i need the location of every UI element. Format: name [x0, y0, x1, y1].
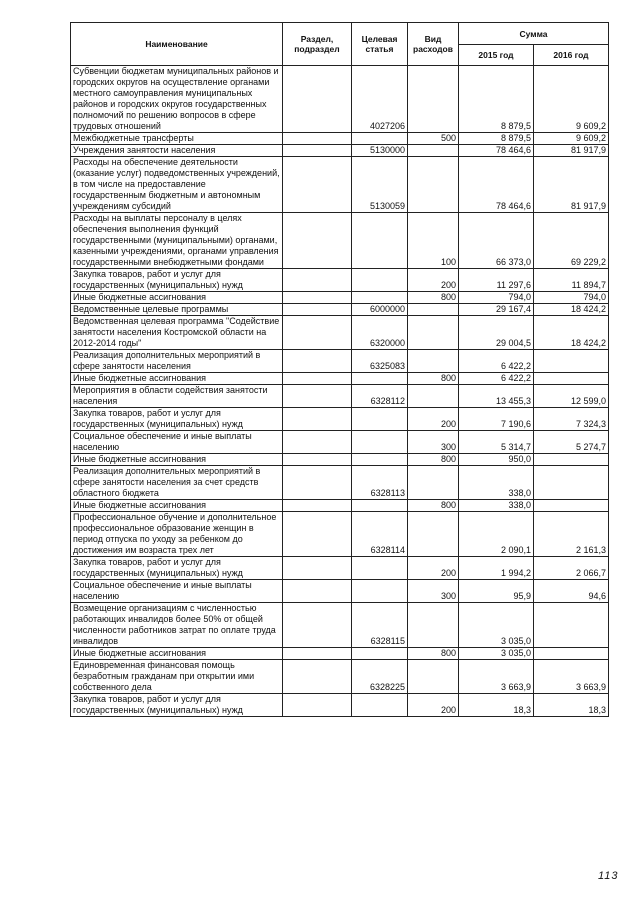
row-name: Иные бюджетные ассигнования: [71, 454, 283, 466]
row-expense-type: [408, 350, 459, 373]
row-target: [352, 454, 408, 466]
table-body: [71, 66, 609, 717]
table-row: [71, 431, 609, 454]
row-name: Возмещение организациям с численностью работающих инвалидов более 50% от общей численности работников затрат по оплате труда инвалидов: [71, 603, 283, 648]
row-section: [283, 157, 352, 213]
row-sum-2016: 18 424,2: [534, 304, 609, 316]
row-section: [283, 580, 352, 603]
row-sum-2016: 794,0: [534, 292, 609, 304]
table-row: [71, 500, 609, 512]
row-section: [283, 145, 352, 157]
table-row: [71, 660, 609, 694]
header-expense-type: Вид расходов: [408, 23, 459, 66]
row-target: [352, 292, 408, 304]
row-sum-2015: 6 422,2: [459, 373, 534, 385]
row-section: [283, 466, 352, 500]
row-name: Социальное обеспечение и иные выплаты населению: [71, 580, 283, 603]
row-sum-2016: 7 324,3: [534, 408, 609, 431]
row-section: [283, 133, 352, 145]
row-sum-2016: [534, 500, 609, 512]
row-name: Закупка товаров, работ и услуг для государственных (муниципальных) нужд: [71, 557, 283, 580]
row-sum-2015: 29 004,5: [459, 316, 534, 350]
row-sum-2015: 3 035,0: [459, 648, 534, 660]
row-sum-2016: 69 229,2: [534, 213, 609, 269]
row-name: Мероприятия в области содействия занятости населения: [71, 385, 283, 408]
header-sum: Сумма: [459, 23, 609, 45]
table-row: [71, 557, 609, 580]
row-expense-type: 800: [408, 648, 459, 660]
row-section: [283, 557, 352, 580]
row-sum-2016: 5 274,7: [534, 431, 609, 454]
row-sum-2015: 78 464,6: [459, 157, 534, 213]
row-section: [283, 66, 352, 133]
row-target: 6328225: [352, 660, 408, 694]
row-sum-2015: 950,0: [459, 454, 534, 466]
row-sum-2016: 94,6: [534, 580, 609, 603]
row-sum-2016: [534, 466, 609, 500]
row-name: Иные бюджетные ассигнования: [71, 648, 283, 660]
row-section: [283, 431, 352, 454]
table-row: [71, 694, 609, 717]
row-name: Реализация дополнительных мероприятий в сфере занятости населения за счет средств областного бюджета: [71, 466, 283, 500]
row-name: Реализация дополнительных мероприятий в сфере занятости населения: [71, 350, 283, 373]
row-expense-type: 500: [408, 133, 459, 145]
row-sum-2015: 338,0: [459, 500, 534, 512]
row-name: Иные бюджетные ассигнования: [71, 292, 283, 304]
row-sum-2015: 78 464,6: [459, 145, 534, 157]
row-sum-2015: 3 663,9: [459, 660, 534, 694]
header-section: Раздел, подраздел: [283, 23, 352, 66]
row-name: Расходы на выплаты персоналу в целях обеспечения выполнения функций государственными (муниципальными) органами, казенными учреждениями, органами управления государственными внебюджетными фондами: [71, 213, 283, 269]
table-row: [71, 213, 609, 269]
row-target: [352, 373, 408, 385]
row-sum-2016: [534, 454, 609, 466]
row-section: [283, 213, 352, 269]
table-row: [71, 66, 609, 133]
row-expense-type: 800: [408, 373, 459, 385]
header-year-2015: 2015 год: [459, 45, 534, 66]
row-sum-2016: [534, 648, 609, 660]
row-name: Ведомственная целевая программа "Содействие занятости населения Костромской области на 2012-2014 годы": [71, 316, 283, 350]
row-sum-2015: 2 090,1: [459, 512, 534, 557]
table-row: [71, 603, 609, 648]
row-name: Иные бюджетные ассигнования: [71, 373, 283, 385]
row-target: 6320000: [352, 316, 408, 350]
table-row: [71, 133, 609, 145]
row-target: [352, 580, 408, 603]
row-expense-type: [408, 660, 459, 694]
row-expense-type: 200: [408, 557, 459, 580]
row-section: [283, 292, 352, 304]
row-name: Социальное обеспечение и иные выплаты населению: [71, 431, 283, 454]
row-expense-type: [408, 145, 459, 157]
row-target: [352, 408, 408, 431]
row-sum-2015: 13 455,3: [459, 385, 534, 408]
row-name: Закупка товаров, работ и услуг для государственных (муниципальных) нужд: [71, 694, 283, 717]
row-target: [352, 269, 408, 292]
table-row: [71, 408, 609, 431]
row-expense-type: 200: [408, 694, 459, 717]
row-section: [283, 304, 352, 316]
table-row: [71, 304, 609, 316]
row-target: [352, 133, 408, 145]
header-name: Наименование: [71, 23, 283, 66]
row-target: 6328112: [352, 385, 408, 408]
table-row: [71, 580, 609, 603]
table-row: [71, 385, 609, 408]
row-expense-type: [408, 603, 459, 648]
row-name: Субвенции бюджетам муниципальных районов и городских округов на осуществление органами местного самоуправления муниципальных районов и городских округов государственных полномочий по решению вопросов в сфере трудовых отношений: [71, 66, 283, 133]
row-target: [352, 648, 408, 660]
row-sum-2015: 18,3: [459, 694, 534, 717]
table-row: [71, 157, 609, 213]
row-expense-type: 200: [408, 269, 459, 292]
row-name: Ведомственные целевые программы: [71, 304, 283, 316]
row-expense-type: [408, 512, 459, 557]
row-sum-2015: 8 879,5: [459, 66, 534, 133]
header-year-2016: 2016 год: [534, 45, 609, 66]
row-section: [283, 512, 352, 557]
row-sum-2016: 9 609,2: [534, 133, 609, 145]
row-target: 6328115: [352, 603, 408, 648]
row-sum-2015: 29 167,4: [459, 304, 534, 316]
table-row: [71, 269, 609, 292]
row-name: Расходы на обеспечение деятельности (оказание услуг) подведомственных учреждений, в том числе на предоставление государственным бюджетным и автономным учреждениям субсидий: [71, 157, 283, 213]
row-section: [283, 373, 352, 385]
row-expense-type: [408, 466, 459, 500]
row-sum-2015: 1 994,2: [459, 557, 534, 580]
row-section: [283, 350, 352, 373]
row-expense-type: [408, 385, 459, 408]
row-target: 5130000: [352, 145, 408, 157]
row-name: Закупка товаров, работ и услуг для государственных (муниципальных) нужд: [71, 408, 283, 431]
row-sum-2016: 3 663,9: [534, 660, 609, 694]
row-expense-type: [408, 157, 459, 213]
row-expense-type: 800: [408, 500, 459, 512]
row-section: [283, 660, 352, 694]
row-name: Учреждения занятости населения: [71, 145, 283, 157]
row-section: [283, 316, 352, 350]
row-target: 6325083: [352, 350, 408, 373]
row-name: Профессиональное обучение и дополнительное профессиональное образование женщин в период отпуска по уходу за ребенком до достижения им возраста трех лет: [71, 512, 283, 557]
row-sum-2016: 9 609,2: [534, 66, 609, 133]
row-sum-2016: 18,3: [534, 694, 609, 717]
row-sum-2016: [534, 603, 609, 648]
table-row: [71, 648, 609, 660]
row-target: 6328113: [352, 466, 408, 500]
row-section: [283, 648, 352, 660]
row-section: [283, 694, 352, 717]
table-row: [71, 350, 609, 373]
row-sum-2015: 5 314,7: [459, 431, 534, 454]
row-sum-2015: 6 422,2: [459, 350, 534, 373]
row-sum-2016: 12 599,0: [534, 385, 609, 408]
row-expense-type: 300: [408, 580, 459, 603]
row-target: 6000000: [352, 304, 408, 316]
row-expense-type: 200: [408, 408, 459, 431]
row-target: 6328114: [352, 512, 408, 557]
row-section: [283, 269, 352, 292]
row-expense-type: [408, 66, 459, 133]
row-sum-2015: 8 879,5: [459, 133, 534, 145]
row-sum-2015: 794,0: [459, 292, 534, 304]
row-sum-2015: 66 373,0: [459, 213, 534, 269]
row-section: [283, 454, 352, 466]
budget-table: [70, 22, 609, 717]
row-name: Межбюджетные трансферты: [71, 133, 283, 145]
row-sum-2016: 81 917,9: [534, 157, 609, 213]
row-name: Единовременная финансовая помощь безработным гражданам при открытии ими собственного дела: [71, 660, 283, 694]
row-expense-type: 100: [408, 213, 459, 269]
row-target: [352, 500, 408, 512]
row-name: Иные бюджетные ассигнования: [71, 500, 283, 512]
table-row: [71, 292, 609, 304]
table-row: [71, 316, 609, 350]
table-row: [71, 466, 609, 500]
row-target: [352, 557, 408, 580]
table-row: [71, 454, 609, 466]
row-target: 5130059: [352, 157, 408, 213]
row-expense-type: 300: [408, 431, 459, 454]
row-sum-2015: 7 190,6: [459, 408, 534, 431]
row-sum-2016: [534, 350, 609, 373]
row-sum-2016: 81 917,9: [534, 145, 609, 157]
row-sum-2015: 3 035,0: [459, 603, 534, 648]
row-section: [283, 385, 352, 408]
table-row: [71, 145, 609, 157]
row-target: [352, 431, 408, 454]
row-sum-2016: 2 066,7: [534, 557, 609, 580]
row-section: [283, 603, 352, 648]
row-target: [352, 694, 408, 717]
row-sum-2015: 338,0: [459, 466, 534, 500]
row-section: [283, 500, 352, 512]
row-sum-2015: 95,9: [459, 580, 534, 603]
table-row: [71, 373, 609, 385]
header-target: Целевая статья: [352, 23, 408, 66]
row-sum-2016: 2 161,3: [534, 512, 609, 557]
page-mark: 113: [598, 870, 619, 882]
table-header: [71, 23, 609, 66]
row-name: Закупка товаров, работ и услуг для государственных (муниципальных) нужд: [71, 269, 283, 292]
row-expense-type: [408, 316, 459, 350]
row-sum-2015: 11 297,6: [459, 269, 534, 292]
row-sum-2016: 18 424,2: [534, 316, 609, 350]
table-row: [71, 512, 609, 557]
row-expense-type: [408, 304, 459, 316]
row-target: 4027206: [352, 66, 408, 133]
row-expense-type: 800: [408, 454, 459, 466]
row-target: [352, 213, 408, 269]
row-sum-2016: 11 894,7: [534, 269, 609, 292]
row-sum-2016: [534, 373, 609, 385]
row-expense-type: 800: [408, 292, 459, 304]
row-section: [283, 408, 352, 431]
